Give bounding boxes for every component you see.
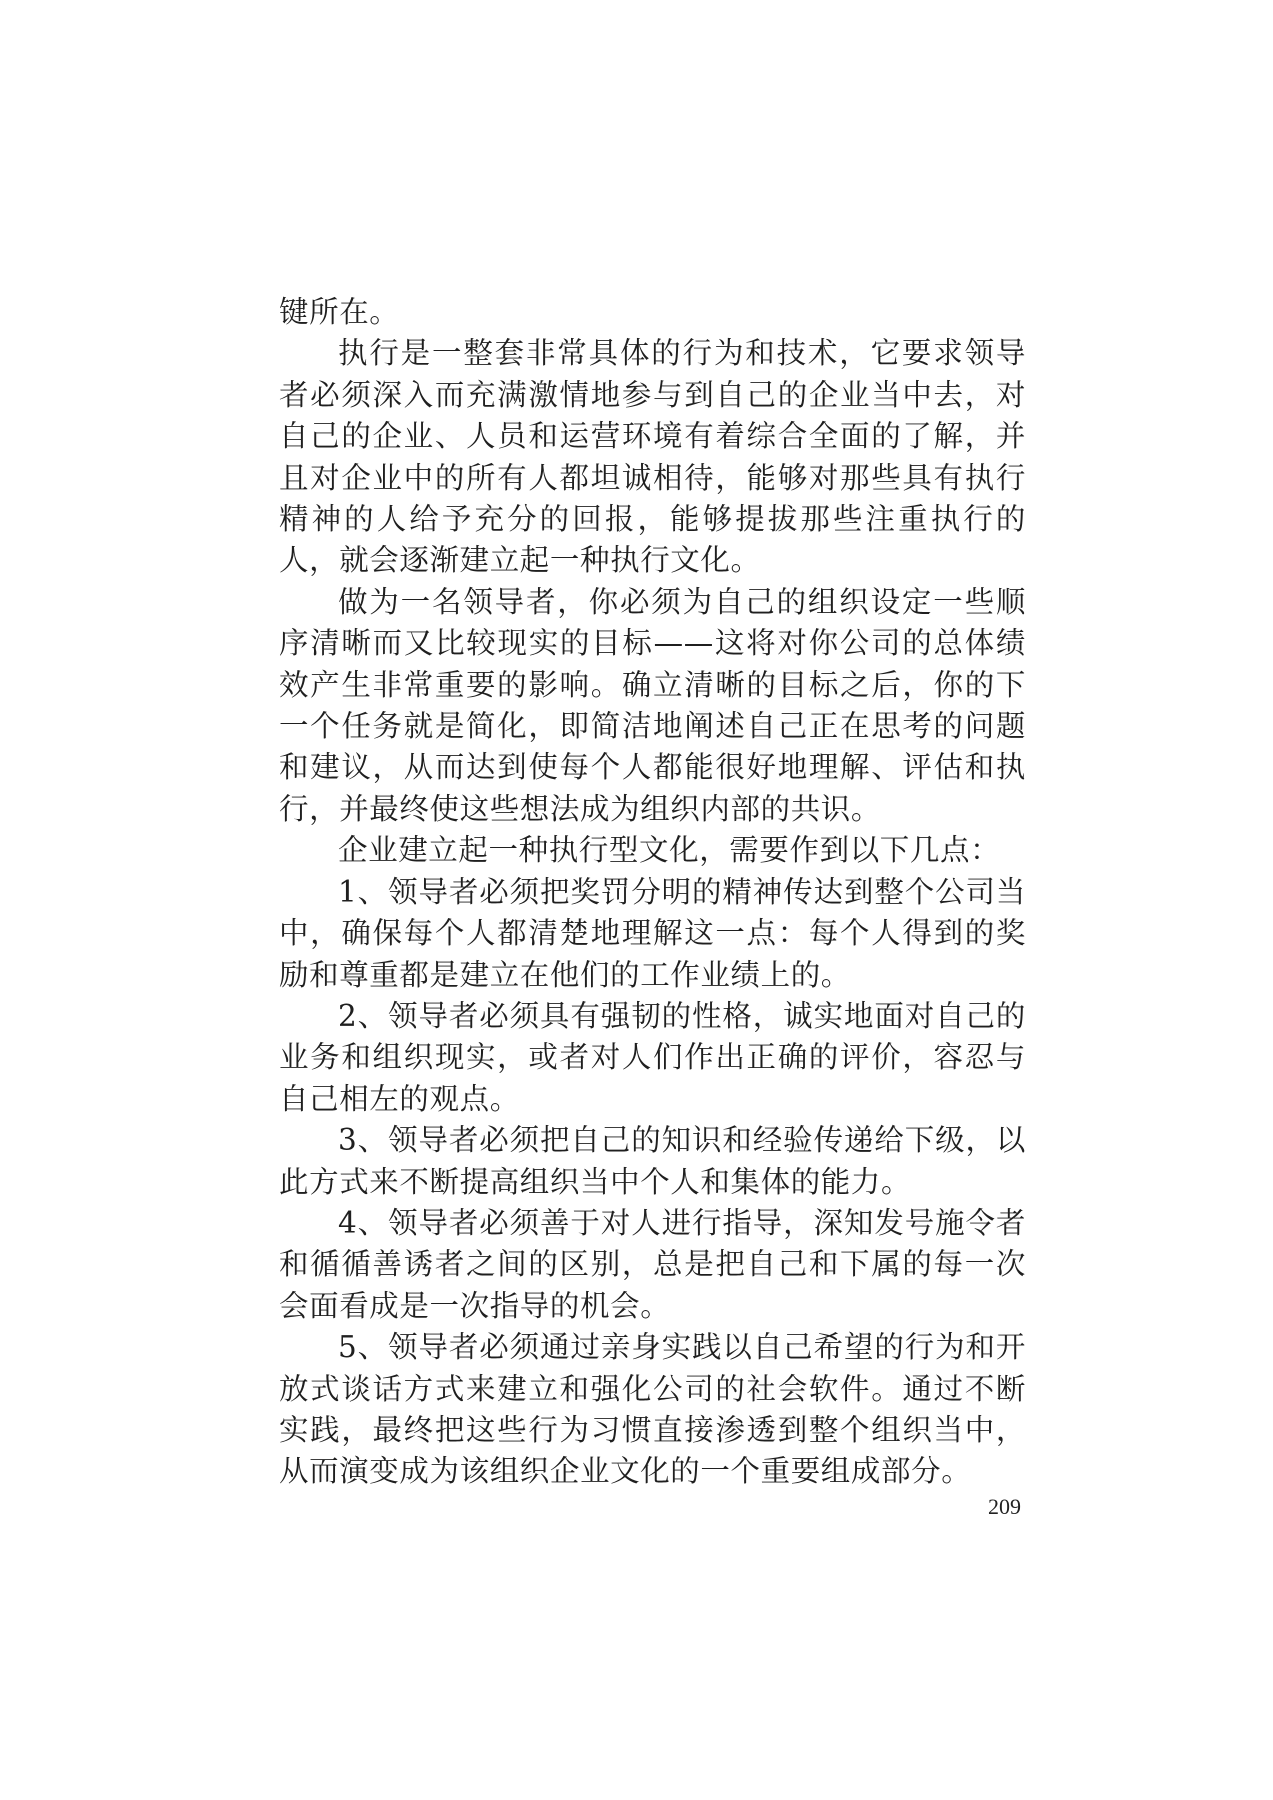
list-item-4: 4、领导者必须善于对人进行指导，深知发号施令者和循循善诱者之间的区别，总是把自己和下属的每一次会面看成是一次指导的机会。 (279, 1205, 1026, 1323)
paragraph-continuation: 键所在。 (279, 295, 400, 329)
paragraph-execution-definition: 执行是一整套非常具体的行为和技术，它要求领导者必须深入而充满激情地参与到自己的企业当中去，对自己的企业、人员和运营环境有着综合全面的了解，并且对企业中的所有人都坦诚相待，能够对那些具有执行精神的人给予充分的回报，能够提拔那些注重执行的人，就会逐渐建立起一种执行文化。 (279, 336, 1026, 578)
list-item-3: 3、领导者必须把自己的知识和经验传递给下级，以此方式来不断提高组织当中个人和集体的能力。 (279, 1123, 1026, 1199)
list-item-1: 1、领导者必须把奖罚分明的精神传达到整个公司当中，确保每个人都清楚地理解这一点：每个人得到的奖励和尊重都是建立在他们的工作业绩上的。 (279, 874, 1026, 992)
paragraph-list-intro: 企业建立起一种执行型文化，需要作到以下几点： (338, 833, 1001, 868)
list-item-5: 5、领导者必须通过亲身实践以自己希望的行为和开放式谈话方式来建立和强化公司的社会软件。通过不断实践，最终把这些行为习惯直接渗透到整个组织当中，从而演变成为该组织企业文化的一个重要组成部分。 (279, 1330, 1026, 1489)
list-item-2: 2、领导者必须具有强韧的性格，诚实地面对自己的业务和组织现实，或者对人们作出正确的评价，容忍与自己相左的观点。 (279, 998, 1026, 1116)
page-number: 209 (988, 1494, 1021, 1519)
page-body (279, 292, 1026, 1493)
paragraph-leader-goals: 做为一名领导者，你必须为自己的组织设定一些顺序清晰而又比较现实的目标——这将对你公司的总体绩效产生非常重要的影响。确立清晰的目标之后，你的下一个任务就是简化，即简洁地阐述自己正在思考的问题和建议，从而达到使每个人都能很好地理解、评估和执行，并最终使这些想法成为组织内部的共识。 (279, 584, 1026, 826)
